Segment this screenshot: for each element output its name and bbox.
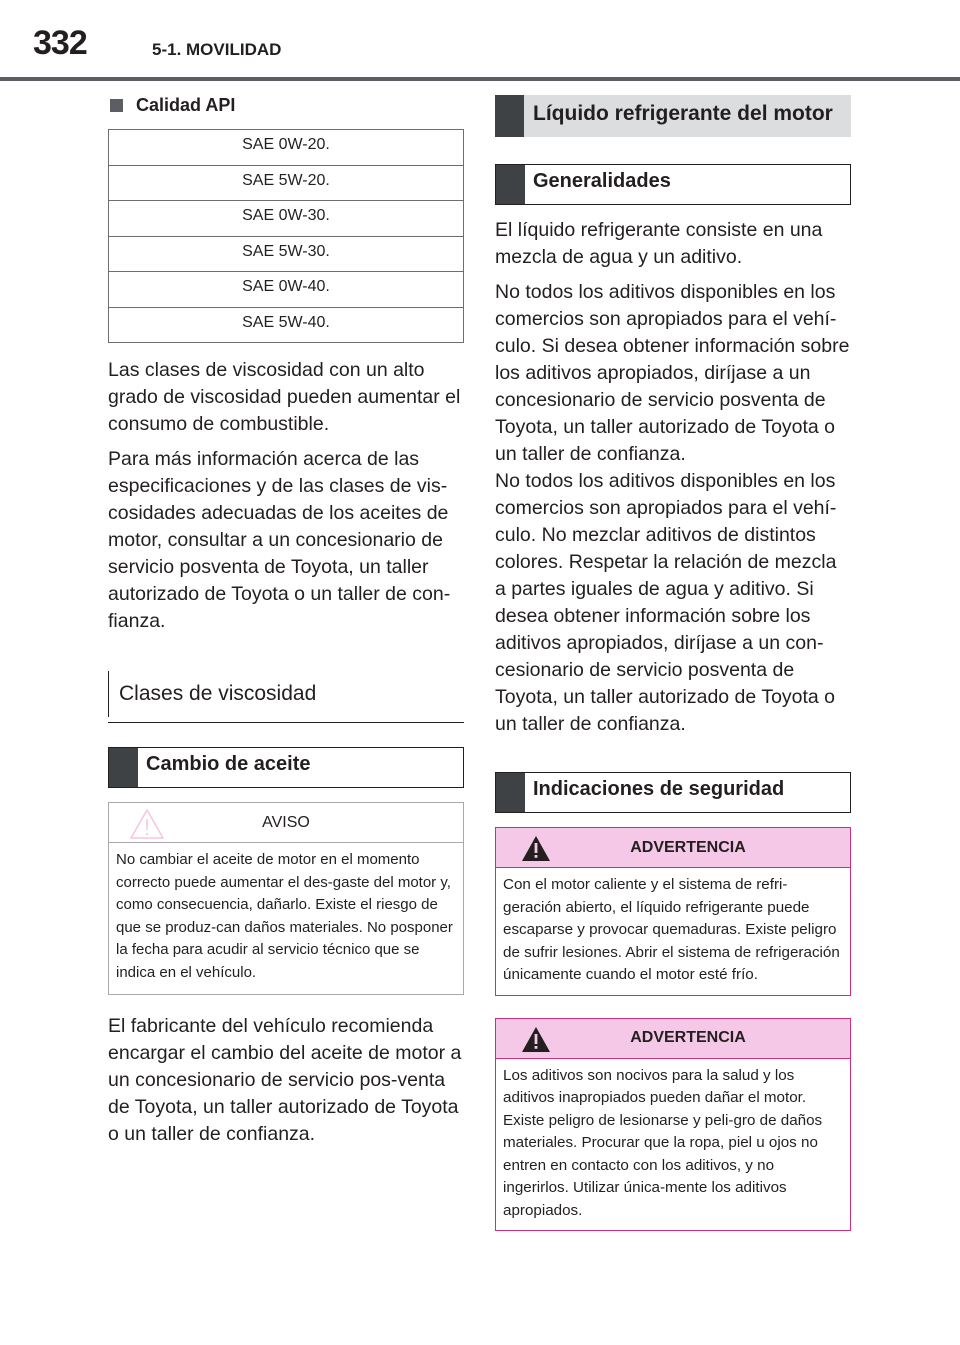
page-number: 332 — [33, 24, 87, 62]
api-heading-text: Calidad API — [136, 94, 236, 115]
viscosity-paragraph: Las clases de viscosidad con un alto grado de viscosidad pueden aumentar el consumo de combustible. — [108, 359, 461, 435]
table-row — [109, 307, 464, 343]
heading-bar — [495, 95, 524, 137]
table-cell: SAE 0W-30. — [109, 201, 464, 237]
viscosity-heading: Clases de viscosidad — [108, 671, 464, 717]
warning-box — [495, 827, 851, 996]
header-rule — [0, 77, 960, 81]
notice-box — [108, 802, 464, 995]
coolant-paragraph-2a: No todos los aditivos disponibles en los comercios son apropiados para el vehí-culo. Si desea obtener información sobre los aditivos apropiados, diríjase a un concesionario de servicio posventa de Toyota, un taller autorizado de Toyota o un taller de confianza. — [495, 281, 850, 465]
table-cell: SAE 0W-40. — [109, 272, 464, 308]
warning-header — [496, 828, 850, 868]
table-row — [109, 165, 464, 201]
warning-label: ADVERTENCIA — [630, 1029, 746, 1046]
page-header — [0, 0, 960, 80]
oil-change-heading-text: Cambio de aceite — [146, 753, 311, 775]
heading-bar — [496, 773, 525, 812]
warning-box — [495, 1018, 851, 1232]
notice-text: No cambiar el aceite de motor en el momento correcto puede aumentar el des-gaste del motor y, como consecuencia, dañarlo. Existe el riesgo de que se produz-can daños materiales. No posponer la fecha para acudir al servicio técnico que se indica en el vehículo. — [116, 851, 453, 981]
table-cell: SAE 5W-30. — [109, 236, 464, 272]
safety-heading — [495, 772, 851, 813]
coolant-heading — [495, 95, 851, 137]
warning-header — [496, 1019, 850, 1059]
table-cell: SAE 5W-40. — [109, 307, 464, 343]
table-row — [109, 236, 464, 272]
safety-heading-text: Indicaciones de seguridad — [533, 778, 785, 800]
oil-change-paragraph: El fabricante del vehículo recomienda encargar el cambio del aceite de motor a un concesionario de servicio pos-venta de Toyota, un taller autorizado de Toyota o un taller de confianza. — [108, 1015, 462, 1145]
heading-bar — [496, 165, 525, 204]
square-bullet-icon — [110, 99, 123, 112]
table-row — [109, 201, 464, 237]
warning-triangle-icon — [521, 835, 551, 862]
table-row — [109, 272, 464, 308]
notice-header — [109, 803, 463, 843]
coolant-heading-text: Líquido refrigerante del motor — [533, 102, 833, 125]
table-row — [109, 130, 464, 166]
coolant-paragraph-2b: No todos los aditivos disponibles en los comercios son apropiados para el vehí-culo. No mezclar aditivos de distintos colores. Respetar la relación de mezcla a partes iguales de agua y aditivo. Si desea obtener información sobre los aditivos apropiados, diríjase a un con-cesionario de servicio posventa de Toyota, un taller autorizado de Toyota o un taller de confianza. — [495, 470, 837, 735]
right-column — [495, 95, 851, 1231]
general-heading-text: Generalidades — [533, 170, 671, 192]
notice-label: AVISO — [262, 813, 310, 831]
api-heading — [108, 92, 464, 118]
left-column — [108, 90, 464, 1148]
warning-text: Con el motor caliente y el sistema de refri-geración abierto, el líquido refrigerante puede escaparse y provocar quemaduras. Existe peligro de sufrir lesiones. Abrir el sistema de refrigeración únicamente cuando el motor esté frío. — [503, 876, 840, 983]
info-paragraph: Para más información acerca de las especificaciones y de las clases de vis-cosidades adecuadas de los aceites de motor, consultar a un concesionario de servicio posventa de Toyota, un taller autorizado de Toyota o un taller de con-fianza. — [108, 448, 451, 632]
warning-triangle-icon — [521, 1026, 551, 1053]
table-cell: SAE 0W-20. — [109, 130, 464, 166]
warning-text: Los aditivos son nocivos para la salud y los aditivos inapropiados pueden dañar el motor. Existe peligro de lesionarse y peli-gro de daños materiales. Procurar que la ropa, piel u ojos no entren en contacto con los aditivos, y no ingerirlos. Utilizar única-mente los aditivos apropiados. — [503, 1066, 823, 1219]
section-title: 5-1. MOVILIDAD — [152, 40, 282, 59]
api-grades-table — [108, 129, 464, 343]
general-heading — [495, 164, 851, 205]
oil-change-heading — [108, 747, 464, 788]
caution-triangle-icon — [129, 808, 165, 840]
table-cell: SAE 5W-20. — [109, 165, 464, 201]
heading-bar — [109, 748, 138, 787]
coolant-paragraph-1: El líquido refrigerante consiste en una mezcla de agua y un aditivo. — [495, 219, 823, 268]
warning-label: ADVERTENCIA — [630, 838, 746, 856]
